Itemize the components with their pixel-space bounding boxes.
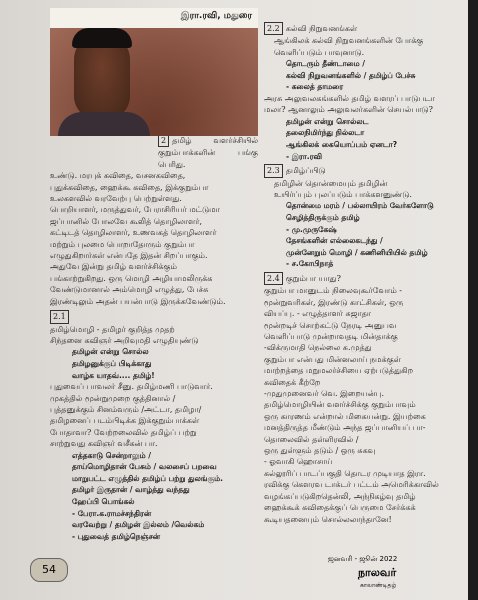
body-line: ஒரு துள்ளும் தடும் / ஒரு சுகவு — [264, 446, 376, 456]
right-s23-body — [264, 178, 464, 201]
poem-line: தொன்மை மரம் / பல்லாயிரம் வேர்களோடு — [286, 201, 434, 211]
byline: இரா.ரவி, மதுரை — [180, 11, 252, 21]
body-line: மூன்றடிச் சொற்கட்டு நேரடி அனுபவ — [264, 320, 397, 330]
poem-line: மாறுபட்ட எழுத்தில் தமிழ்ப் பற்று துலங்கும். — [72, 473, 223, 483]
body-line: உண்டு. மரபுக் கவிதை, வசனகவிதை, — [50, 171, 186, 181]
poem-line: தமிழர் இருதான் / வாழ்த்து வந்தது — [72, 485, 190, 495]
poem-line: தமிழன் என்று சொல்ல — [72, 347, 149, 357]
body-line: குறும்பா என்பது மின்னலாய் நமக்குள் — [264, 354, 401, 364]
poem-line: முன்னேறும் மொழி / கணினியியில் தமிழ் — [286, 247, 428, 257]
right-poem-1 — [264, 58, 464, 93]
body-line: மனத்திருத்த மீண்டும் அந்த ஜப்பானியப் பா- — [264, 423, 426, 433]
body-line: உயிர்ப்பும் புலப்படும் பாக்களனுண்டு. — [274, 190, 412, 199]
poem-line: எத்தகாடு சென்றாலும் / — [72, 450, 152, 460]
left-column — [50, 8, 258, 542]
author-photo — [50, 8, 258, 136]
body-line: தொலைவில் தள்ளிரவில் / — [264, 434, 359, 444]
body-line: - ஓவாகி ஹொசாய் — [264, 457, 333, 467]
body-line: -முதுமுனைவர் வெ. இறையன்பு. — [264, 389, 384, 399]
section-2-4 — [264, 272, 464, 285]
photo-header — [50, 8, 258, 28]
body-line: வழங்கப்படுகிறதென்லி, அந்நிகழ்வு தமிழ் — [264, 491, 416, 501]
poem-line: வரவேற்று / தமிழன் இல்லம் /வெல்கம் — [72, 520, 205, 530]
poem-line: ஆங்கிலக் கையொப்பம் ஏனடா? — [286, 140, 398, 149]
body-line: தமிழின் தொன்மையும் தமிழின் — [274, 178, 388, 188]
author-portrait — [50, 28, 258, 136]
body-line: வெளிப்பாடு முன்றாவதடி மின்தாக்கு — [264, 332, 398, 341]
body-line: பொறியாளர், மருத்துவர், பேராசிரியர் மட்டுமா — [50, 205, 220, 215]
section-2-2-title: கல்வி நிறுவனங்கள் — [285, 24, 358, 33]
poem-line: ஹேப்பி பொங்கல் — [72, 496, 135, 506]
body-line: புத்தனுக்கும் சினம்வரும் /அட்டா, தமிழா/ — [50, 404, 202, 414]
body-line: புதுவைப் பாவலர் சீனு. தமிழ்மணி பாடுவார். — [50, 382, 213, 392]
body-line: -விக்ருமாதி நெல்லை சு.முத்து — [264, 343, 372, 353]
author-shirt — [58, 112, 150, 136]
body-line: மாற்றத்தை மறுமலர்ச்சியை ஏற்படுத்துகிற — [264, 366, 414, 376]
body-line: வேண்டுமானால் அம்மொழி எழுத்து, பேச்சு — [50, 285, 209, 295]
body-line: அரசு அலுவலகங்களில் தமிழ் வளரப் பாடுபடா — [264, 94, 435, 103]
poem-line: - ச.கோபிநாத் — [286, 259, 334, 269]
section-2-1 — [50, 310, 258, 346]
body-line: குறும்பா மானுடம் நிலைவுகூர்வோம் - — [264, 286, 403, 296]
poem-line: - மு.முருகேஷ் — [286, 224, 337, 234]
right-body-1 — [264, 93, 464, 116]
poem-line: தமிழனுக்குப் பிடிக்காது — [72, 358, 152, 368]
left-poem-1 — [50, 346, 258, 381]
body-line: மலா? ஆனாலும் அலுவலர்களின் செயல்பாடு? — [264, 105, 433, 115]
body-line: வெளிப்படும் பாவுனாடு. — [274, 47, 365, 57]
poem-line: தலைநிமிர்ந்து நில்லடா — [286, 128, 365, 138]
section-2-heading — [50, 134, 258, 170]
right-poem-3 — [264, 200, 464, 270]
body-line: மற்றும் புலமை பொறாதோரும் குறும்பா — [50, 239, 195, 249]
section-2-1-number: 2.1 — [50, 310, 69, 323]
body-line: சாற்றுவது கவிஞர் வசீகன் பா. — [50, 439, 158, 449]
right-s22-body — [264, 35, 464, 58]
poem-line: செழித்திருக்கும் தமிழ் — [286, 213, 360, 222]
section-2-4-title: குறும்பா யாது? — [285, 273, 341, 283]
body-line: தமிழ்மொழியின் வளர்ச்சிக்கு குறும்பாவும் — [264, 400, 416, 410]
body-line: சிந்தனை கவிஞர் அறிவுமதி எழுதியுண்டு — [50, 335, 199, 345]
section-2-4-number: 2.4 — [264, 272, 283, 285]
page-edge — [468, 0, 478, 600]
poem-line: - கலைத் தாமரை — [286, 82, 344, 92]
section-2-2 — [264, 22, 464, 35]
body-line: பங்காற்றுகிறது. ஒரு மொழி அழியாமலிருக்க — [50, 273, 213, 283]
body-line: அதுவே இன்று தமிழ் வளர்ச்சிக்கும் — [50, 262, 177, 272]
body-line: உலகளவில் வரவேற்பு பெற்றுள்ளது. — [50, 194, 182, 204]
section-2-title: தமிழ் வளர்ச்சியில் குறும்பாக்களின் பங்கு பெரிது. — [158, 136, 258, 169]
body-line: வியப்பு. - எழுத்தாளர் சுஜாதா — [264, 309, 371, 319]
body-line: போதாவா? வேற்றலைவில் தமிழ்ப் பற்று — [50, 427, 197, 437]
body-line: ரவிக்கு கௌரவ டாக்டர் பட்டம் அமெரிக்காவில் — [264, 480, 439, 490]
left-body-3 — [50, 381, 258, 449]
poem-line: தாய்மொழிதான் பேசும் / வலசைப் பறவை — [72, 462, 217, 472]
body-line: ஹைக்கூக் கவிதைக்குப் பெருமை சேர்க்கக் — [264, 503, 416, 513]
poem-line: தொடரும் தீண்டாமை / — [286, 59, 366, 69]
body-line: மூன்றுவரிகள், இரண்டு காட்சிகள், ஒரு — [264, 297, 404, 307]
poem-line: வாழ்க யாதவ்.... தமிழ்! — [72, 370, 155, 380]
section-2-body — [50, 170, 258, 307]
body-line: கவிதைக் கீற்றே — [264, 377, 321, 387]
poem-line: தமிழன் என்று சொல்லட — [286, 116, 369, 126]
right-column — [264, 22, 464, 525]
masthead: நாலவர் — [358, 566, 397, 579]
section-2-3-title: தமிழ்ப்பிடு — [285, 166, 326, 176]
body-line: ஜப்பானில் போலவே கூலித் தொழிலாளர், — [50, 216, 203, 226]
poem-line: - இரா.ரவி — [286, 151, 323, 161]
body-line: கல்லூரிப் பாடப்பகுதி தொடர முடியாத இரா. — [264, 468, 426, 478]
poem-line: கல்வி நிறுவனங்களில் / தமிழ்ப் பேச்சு — [286, 70, 416, 80]
poem-line: - பேரா.க.ராமச்சந்திரன் — [72, 508, 152, 518]
section-2-2-number: 2.2 — [264, 22, 283, 35]
right-poem-2 — [264, 116, 464, 162]
body-line: தமிழ்மொழி - தமிழர் குறித்த முதற் — [50, 324, 175, 334]
body-line: ஆங்கிலக் கல்வி நிறுவனங்களின் போக்கு — [274, 36, 424, 46]
body-line: கட்டிடத் தொழிலாளர், உணவகத் தொழிலாளர் — [50, 228, 217, 238]
body-line: கூடியதனையும் சொல்லலாந்தானே! — [264, 514, 392, 524]
poem-line: - புதுவைத் தமிழ்நெஞ்சன் — [72, 531, 161, 541]
masthead-subtitle: காலாண்டிதழ் — [360, 582, 397, 589]
body-line: ஒரு காரணம் என்றால் மிகையன்று. இயற்கை — [264, 411, 426, 421]
body-line: இரண்டிலும் அதன் பயன்பாடு இருக்கவேண்டும். — [50, 296, 226, 306]
author-hair — [72, 28, 132, 48]
body-line: எழுதுகிறார்கள் என்பதே இதன் சிறப்பாகும். — [50, 251, 208, 261]
issue-date: ஜனவரி - ஜூன் 2022 — [328, 555, 398, 563]
page-number: 54 — [30, 558, 68, 582]
body-line: தமிழனைப் படம்பிடிக்க இக்குறும்பாக்கள் — [50, 416, 200, 426]
section-2-number: 2 — [158, 134, 169, 147]
section-2-3 — [264, 164, 464, 177]
body-line: புதுக்கவிதை, ஹைக்கூ கவிதை, இக்குறும்பா — [50, 182, 209, 192]
section-2-3-number: 2.3 — [264, 164, 283, 177]
poem-line: தேசங்களின் எல்லைகடந்து / — [286, 236, 383, 246]
body-line: முகத்தில் மூன்றுமுறை குத்தினால் / — [50, 393, 176, 403]
left-poem-2 — [50, 450, 258, 543]
right-s24-body — [264, 285, 464, 525]
